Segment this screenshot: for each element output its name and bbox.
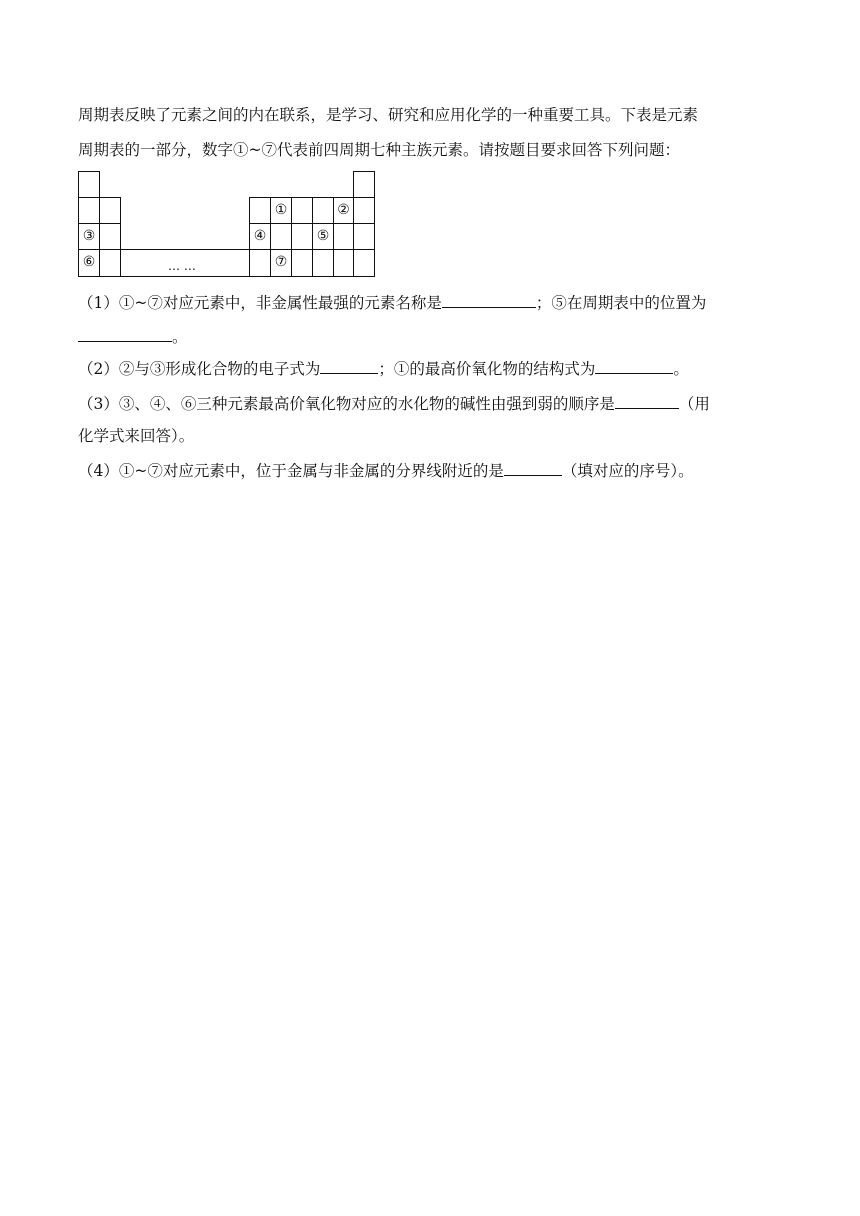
table-cell-marker-2: ②: [333, 197, 354, 224]
question-4-text-b: （填对应的序号）。: [561, 462, 694, 480]
question-1-text-b: ；⑤在周期表中的位置为: [535, 294, 707, 312]
table-cell: [249, 197, 271, 224]
table-cell: [291, 249, 313, 277]
intro-line-1: 周期表反映了元素之间的内在联系，是学习、研究和应用化学的一种重要工具。下表是元素: [78, 106, 699, 124]
answer-blank[interactable]: [442, 292, 536, 308]
question-2-line: [78, 358, 689, 379]
question-3-text-b: （用: [678, 395, 710, 413]
table-cell-marker-7: ⑦: [270, 249, 292, 277]
table-cell: [99, 223, 121, 250]
question-3-line-1: [78, 393, 710, 414]
table-cell: [99, 197, 121, 224]
answer-blank[interactable]: [595, 358, 673, 374]
question-1-text-a: （1）①~⑦对应元素中，非金属性最强的元素名称是: [78, 294, 442, 312]
table-cell: [353, 223, 375, 250]
table-cell: [249, 249, 271, 277]
question-2-text-c: 。: [673, 360, 689, 378]
question-4-line: [78, 460, 694, 481]
table-cell-marker-4: ④: [249, 223, 271, 250]
table-cell-marker-3: ③: [78, 223, 100, 250]
answer-blank[interactable]: [615, 393, 679, 409]
table-cell: [291, 197, 313, 224]
question-3-text-a: （3）③、④、⑥三种元素最高价氧化物对应的水化物的碱性由强到弱的顺序是: [78, 395, 615, 413]
ellipsis-text: … …: [168, 259, 196, 273]
table-cell: [78, 197, 100, 224]
table-cell: [312, 197, 334, 224]
answer-blank[interactable]: [320, 358, 378, 374]
table-cell: [312, 249, 334, 277]
table-cell: [353, 249, 375, 277]
table-cell: [99, 249, 121, 277]
question-4-text-a: （4）①~⑦对应元素中，位于金属与非金属的分界线附近的是: [78, 462, 504, 480]
table-cell: [291, 223, 313, 250]
question-1-text-c: 。: [172, 328, 188, 346]
table-cell: [270, 223, 292, 250]
question-1-line-1: [78, 292, 706, 313]
answer-blank[interactable]: [504, 460, 562, 476]
table-cell-marker-6: ⑥: [78, 249, 100, 277]
answer-blank[interactable]: [78, 326, 172, 342]
question-3-line-2: [78, 426, 194, 446]
question-1-line-2: [78, 326, 188, 347]
periodic-table-fragment: [78, 171, 375, 277]
table-cell-marker-1: ①: [270, 197, 292, 224]
table-cell: [353, 197, 375, 224]
table-cell: [353, 171, 375, 198]
question-2-text-b: ；①的最高价氧化物的结构式为: [378, 360, 596, 378]
question-2-text-a: （2）②与③形成化合物的电子式为: [78, 360, 321, 378]
table-cell: [333, 249, 354, 277]
table-cell: [333, 223, 354, 250]
question-3-text-c: 化学式来回答）。: [78, 427, 195, 445]
table-cell-marker-5: ⑤: [312, 223, 334, 250]
intro-line-2: 周期表的一部分，数字①~⑦代表前四周期七种主族元素。请按题目要求回答下列问题：: [78, 141, 680, 159]
table-cell: [78, 171, 100, 198]
